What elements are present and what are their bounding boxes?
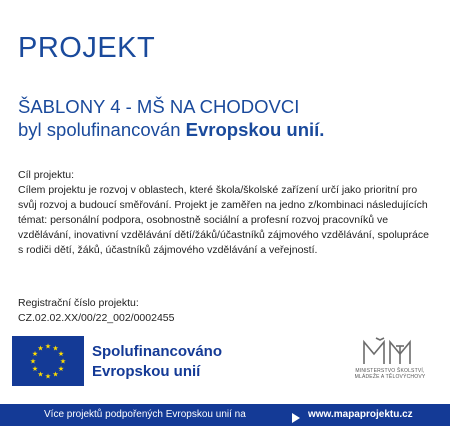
eu-text-line1: Spolufinancováno xyxy=(92,343,223,360)
msmt-caption-line1: MINISTERSTVO ŠKOLSTVÍ, xyxy=(355,368,425,374)
eu-star: ★ xyxy=(44,343,52,351)
logo-row xyxy=(0,336,450,396)
eu-flag-stars xyxy=(12,336,84,386)
goal-section xyxy=(18,168,434,258)
eu-star: ★ xyxy=(31,366,39,373)
eu-star: ★ xyxy=(57,351,65,358)
footer-bar xyxy=(0,404,450,426)
page-title: PROJEKT xyxy=(18,32,156,64)
eu-star: ★ xyxy=(31,351,39,358)
registration-label: Registrační číslo projektu: xyxy=(18,297,139,309)
eu-star: ★ xyxy=(57,366,65,373)
cofinanced-statement xyxy=(18,118,438,141)
msmt-mark xyxy=(360,336,420,368)
msmt-caption-line2: MLÁDEŽE A TĚLOVÝCHOVY xyxy=(354,374,426,380)
eu-star: ★ xyxy=(44,373,52,381)
eu-star: ★ xyxy=(59,358,67,366)
msmt-logo-icon xyxy=(340,336,440,392)
registration-section xyxy=(18,296,434,326)
project-subtitle xyxy=(18,95,438,141)
goal-label: Cíl projektu: xyxy=(18,169,75,181)
footer-link[interactable]: www.mapaprojektu.cz xyxy=(308,409,413,420)
eu-star: ★ xyxy=(29,358,37,366)
msmt-caption xyxy=(340,368,440,380)
cofinanced-prefix: byl spolufinancován xyxy=(18,119,186,140)
eu-text-line2: Evropskou unií xyxy=(92,363,201,380)
eu-star: ★ xyxy=(37,345,44,353)
eu-star: ★ xyxy=(52,345,59,353)
project-name: ŠABLONY 4 - MŠ NA CHODOVCI xyxy=(18,96,300,117)
registration-number: CZ.02.02.XX/00/22_002/0002455 xyxy=(18,312,175,324)
arrow-right-icon xyxy=(292,410,300,432)
eu-flag-icon xyxy=(12,336,84,386)
eu-star: ★ xyxy=(52,371,59,379)
eu-star: ★ xyxy=(37,371,44,379)
goal-text: Cílem projektu je rozvoj v oblastech, které škola/školské zařízení určí jako prioritní pro svůj rozvoj a budoucí směřování. Projekt je zaměřen na jedno z/kombinaci následujících témat: personální podpora, osobnostně sociální a profesní rozvoj pracovníků ve vzdělávání, inovativní vzdělávání dětí/žáků/účastníků zájmového vzdělávání, spolupráce s rodiči dětí, žáků, účastníků zájmového vzdělávání a veřejností. xyxy=(18,184,429,256)
footer-text: Více projektů podpořených Evropskou unií na xyxy=(44,409,246,420)
cofinanced-bold: Evropskou unií. xyxy=(185,119,325,140)
eu-cofinanced-text xyxy=(92,342,222,382)
